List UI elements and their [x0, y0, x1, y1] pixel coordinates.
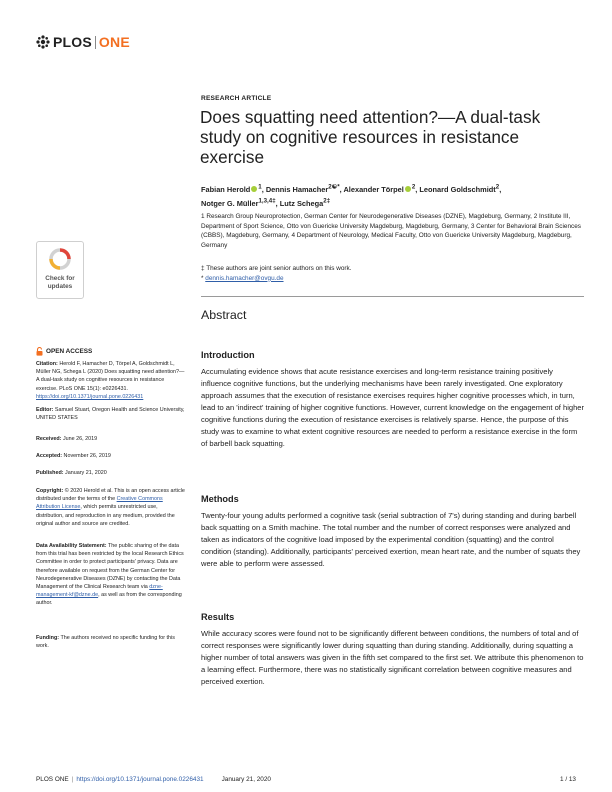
- abstract-heading: Abstract: [201, 308, 247, 322]
- orcid-icon[interactable]: [251, 186, 257, 192]
- data-management-email-link[interactable]: dzne-management-kf@dzne.de: [36, 584, 163, 599]
- crossmark-label-2: updates: [47, 283, 73, 290]
- header-divider: [201, 296, 584, 297]
- crossmark-icon: [49, 248, 71, 270]
- data-availability-block: Data Availability Statement: The public sharing of the data from this trial has been restricted by the local Research Ethics Committee in order to protect participants' privacy. Data are therefore available on request from the German Center for Neurodegenerative Diseases (DZNE) by contacting the Data Management of the Clinical Research team via dzne-management-kf@dzne.de, as well as from the corresponding author.: [36, 543, 184, 607]
- cc-license-link[interactable]: Creative Commons Attribution License: [36, 496, 163, 511]
- footer-date: January 21, 2020: [221, 776, 271, 783]
- author-notes: [201, 264, 586, 283]
- author[interactable]: Alexander Törpel $^2$,: [343, 184, 420, 195]
- affiliations: 1 Research Group Neuroprotection, German Center for Neurodegenerative Diseases (DZNE), Magdeburg, Germany, 2 Institute III, Department of Sport Science, Otto von Guericke University Magdeburg, Magdeburg, Germany, 3 Center for Behavioral Brain Sciences (CBBS), Magdeburg, Germany, 4 Department of Neurology, Medical Faculty, Otto von Guericke University Magdeburg, Magdeburg, Germany: [201, 213, 581, 249]
- funding-block: Funding: The authors received no specific funding for this work.: [36, 635, 175, 650]
- journal-name-one: ONE: [98, 34, 130, 50]
- open-access-label: OPEN ACCESS: [36, 347, 92, 356]
- page-number: 1 / 13: [560, 776, 576, 783]
- author[interactable]: Leonard Goldschmidt$^2$,: [419, 184, 502, 195]
- results-heading: Results: [201, 612, 235, 622]
- copyright-block: Copyright: © 2020 Herold et al. This is an open access article distributed under the terms of the Creative Commons Attribution License, which permits unrestricted use, distribution, and reproduction in any medium, provided the original author and source are credited.: [36, 488, 185, 527]
- footer-journal: PLOS ONE: [36, 776, 69, 783]
- editor-block: Editor: Samuel Stuart, Oregon Health and Science University, UNITED STATES: [36, 407, 185, 422]
- methods-text: Twenty-four young adults performed a cognitive task (serial subtraction of 7's) during standing and during barbell back squatting on a Smith machine. The total number and the number of correct responses were analyzed and taken as indicators of the cognitive load imposed by the experimental condition (squatting) and the control condition (standing). Additionally, participants' perceived exertion, mean heart rate, and the number of squats they were able to perform were assessed.: [201, 511, 581, 568]
- orcid-icon[interactable]: [405, 186, 411, 192]
- accepted-date: Accepted: November 26, 2019: [36, 453, 111, 459]
- citation-block: Citation: Herold F, Hamacher D, Törpel A, Goldschmidt L, Müller NG, Schega L (2020) Does squatting need attention?—A dual-task study on cognitive resources in resistance exercise. PLoS ONE 15(1): e0226431. https://doi.org/10.1371/journal.pone.0226431: [36, 361, 185, 400]
- author-list: [201, 182, 586, 209]
- logo-divider: [95, 36, 96, 49]
- author[interactable]: Fabian Herold $^1$,: [201, 184, 266, 195]
- check-for-updates-badge[interactable]: [36, 241, 84, 299]
- page-footer: PLOS ONE | https://doi.org/10.1371/journal.pone.0226431 January 21, 2020: [36, 776, 271, 783]
- introduction-text: Accumulating evidence shows that acute resistance exercises and long-term resistance training positively influence cognitive functions, but the underlying mechanisms have been rarely investigated. One exploratory approach assumes that the execution of resistance exercises requires higher cognitive processes which, in turn, lead to an 'indirect' training of higher cognitive functions. However, current knowledge on the engagement of higher cognitive functions during the execution of resistance exercises is relatively sparse. Hence, the purpose of this study was to examine to what extent cognitive resources are needed to perform a resistance exercise in the form of barbell back squatting.: [201, 367, 584, 448]
- author[interactable]: Notger G. Müller$^{1,3,4\ddagger}$,: [201, 197, 280, 208]
- article-title: Does squatting need attention?—A dual-task study on cognitive resources in resistance exercise: [200, 107, 541, 167]
- published-date: Published: January 21, 2020: [36, 470, 107, 476]
- crossmark-label-1: Check for: [45, 275, 75, 282]
- plos-logo-icon: [36, 35, 50, 49]
- joint-authorship-note: ‡ These authors are joint senior authors on this work.: [201, 265, 352, 272]
- journal-logo: [36, 34, 130, 50]
- methods-heading: Methods: [201, 494, 239, 504]
- results-text: While accuracy scores were found not to be significantly different between conditions, the numbers of total and of correct responses were significantly lower during squatting than during standing. Additionally, during squatting a higher number of total answers was given in the fifth set compared to the first set. We attribute this phenomenon to a learning effect. Furthermore, there was no statistically significant correlation between cognitive measures and perceived exertion.: [201, 629, 584, 686]
- author[interactable]: Lutz Schega$^{2\ddagger}$: [279, 197, 331, 208]
- article-type: RESEARCH ARTICLE: [201, 95, 272, 102]
- received-date: Received: June 26, 2019: [36, 436, 98, 442]
- journal-name-plos: PLOS: [53, 34, 92, 50]
- open-lock-icon: [36, 347, 43, 356]
- corresponding-author: * dennis.hamacher@ovgu.de: [201, 274, 284, 282]
- author[interactable]: Dennis Hamacher$^{2☯*}$,: [265, 184, 344, 195]
- citation-doi-link[interactable]: https://doi.org/10.1371/journal.pone.0226431: [36, 393, 144, 400]
- footer-doi-link[interactable]: https://doi.org/10.1371/journal.pone.0226431: [76, 776, 204, 783]
- introduction-heading: Introduction: [201, 350, 255, 360]
- corresponding-email-link[interactable]: dennis.hamacher@ovgu.de: [205, 274, 284, 282]
